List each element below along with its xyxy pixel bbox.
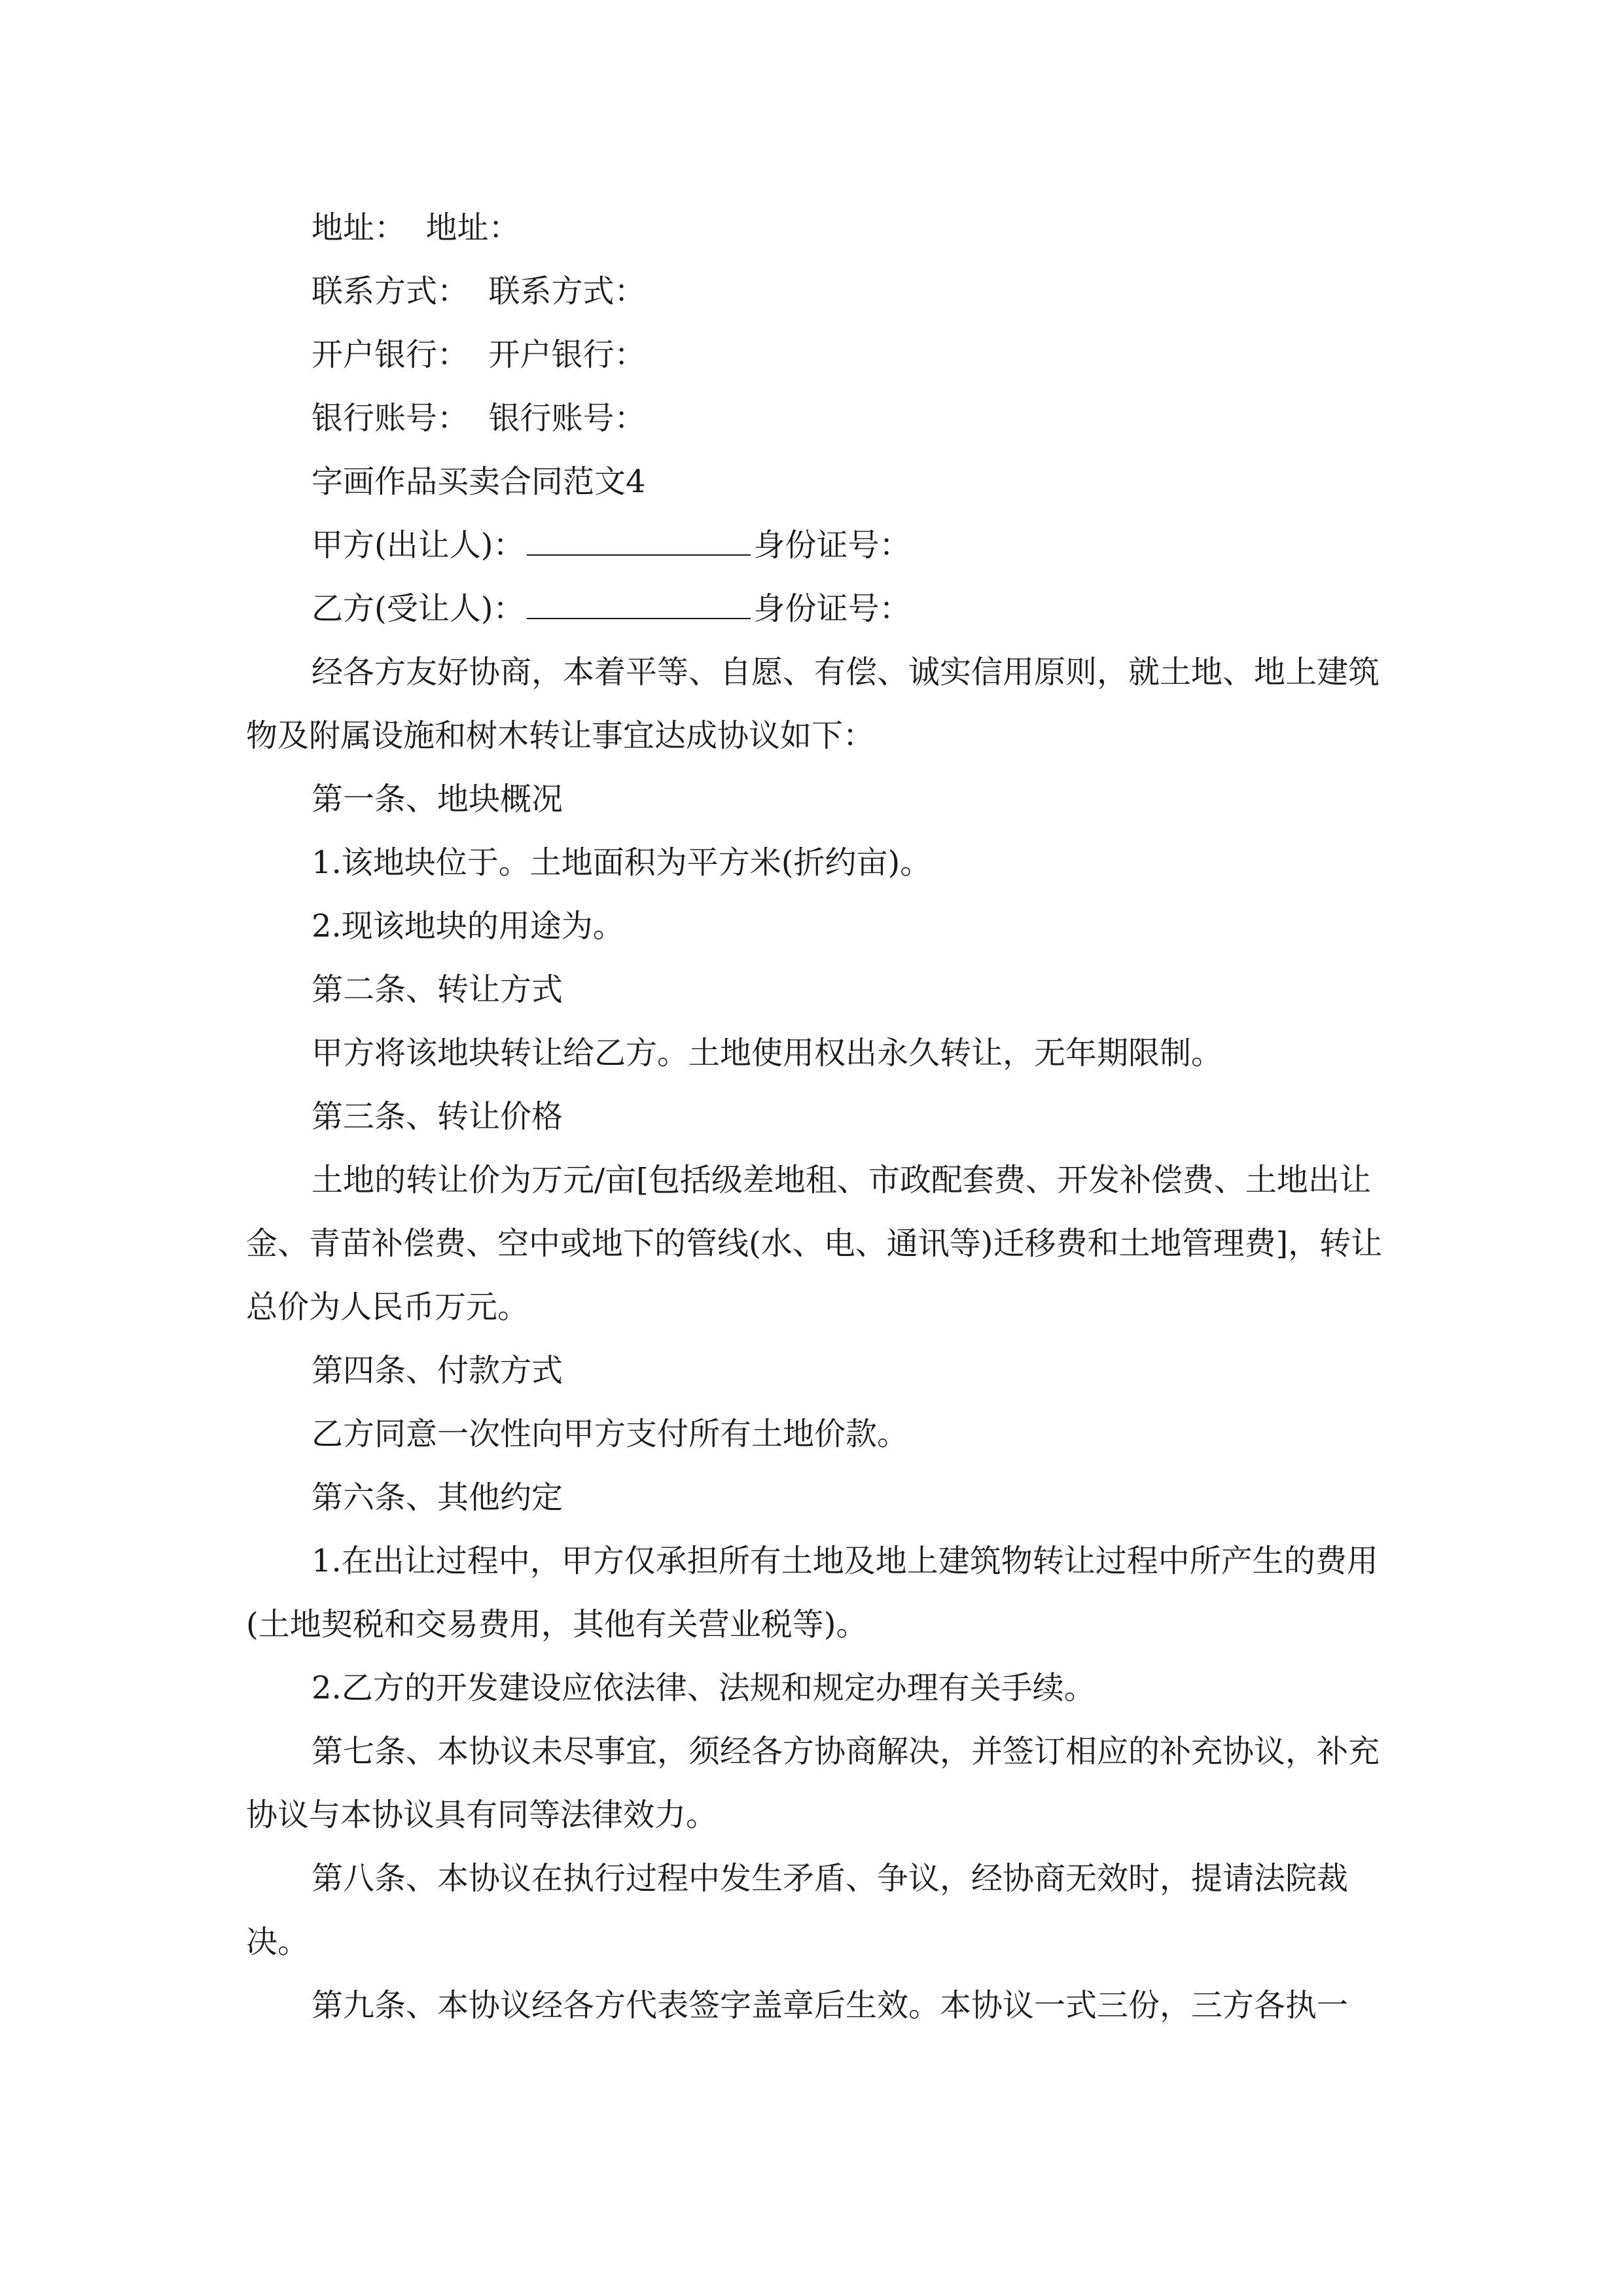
address-line [246,196,1385,260]
paragraph-article-2: 甲方将该地块转让给乙方。土地使用权出永久转让，无年期限制。 [312,1035,1223,1071]
paragraph-article-6-item-1: 1.在出让过程中，甲方仅承担所有土地及地上建筑物转让过程中所产生的费用(土地契税和交易费用，其他有关营业税等)。 [246,1543,1378,1643]
party-a-id-label: 身份证号： [753,527,911,564]
party-b-blank [527,614,751,619]
party-a-blank [527,550,751,556]
party-a-label: 甲方(出让人)： [312,527,525,564]
heading-article-1: 第一条、地块概况 [312,781,563,817]
paragraph-article-9: 第九条、本协议经各方代表签字盖章后生效。本协议一式三份，三方各执一 [312,1987,1349,2024]
bank-line [246,323,1385,387]
heading-article-4: 第四条、付款方式 [312,1352,563,1389]
account-line [246,387,1385,450]
party-b-label: 乙方(受让人)： [312,590,525,627]
heading-article-2: 第二条、转让方式 [312,971,563,1008]
account-label-b: 银行账号： [488,400,646,437]
paragraph-intro: 经各方友好协商，本着平等、自愿、有偿、诚实信用原则，就土地、地上建筑物及附属设施和树木转让事宜达成协议如下： [246,654,1380,754]
paragraph-article-4: 乙方同意一次性向甲方支付所有土地价款。 [312,1416,909,1452]
address-label-b: 地址： [425,209,520,246]
party-b-id-label: 身份证号： [753,590,911,627]
contact-label-a: 联系方式： [312,273,469,310]
paragraph-article-6-item-2: 2.乙方的开发建设应依法律、法规和规定办理有关手续。 [312,1670,1096,1706]
bank-label-b: 开户银行： [488,336,646,373]
contact-line [246,260,1385,323]
heading-article-6: 第六条、其他约定 [312,1479,563,1516]
paragraph-article-7: 第七条、本协议未尽事宜，须经各方协商解决，并签订相应的补充协议，补充协议与本协议具有同等法律效力。 [246,1733,1380,1833]
address-label-a: 地址： [312,209,406,246]
party-a-line [246,514,1385,577]
paragraph-article-3: 土地的转让价为万元/亩[包括级差地租、市政配套费、开发补偿费、土地出让金、青苗补偿费、空中或地下的管线(水、电、通讯等)迁移费和土地管理费]，转让总价为人民币万元。 [246,1162,1383,1325]
paragraph-article-1-item-2: 2.现该地块的用途为。 [312,908,624,944]
contact-label-b: 联系方式： [488,273,646,310]
document-body [246,196,1385,2037]
paragraph-article-8: 第八条、本协议在执行过程中发生矛盾、争议，经协商无效时，提请法院裁决。 [246,1860,1349,1960]
document-title: 字画作品买卖合同范文4 [312,463,646,500]
bank-label-a: 开户银行： [312,336,469,373]
paragraph-article-1-item-1: 1.该地块位于。土地面积为平方米(折约亩)。 [312,844,932,881]
party-b-line [246,577,1385,641]
account-label-a: 银行账号： [312,400,469,437]
heading-article-3: 第三条、转让价格 [312,1098,563,1135]
